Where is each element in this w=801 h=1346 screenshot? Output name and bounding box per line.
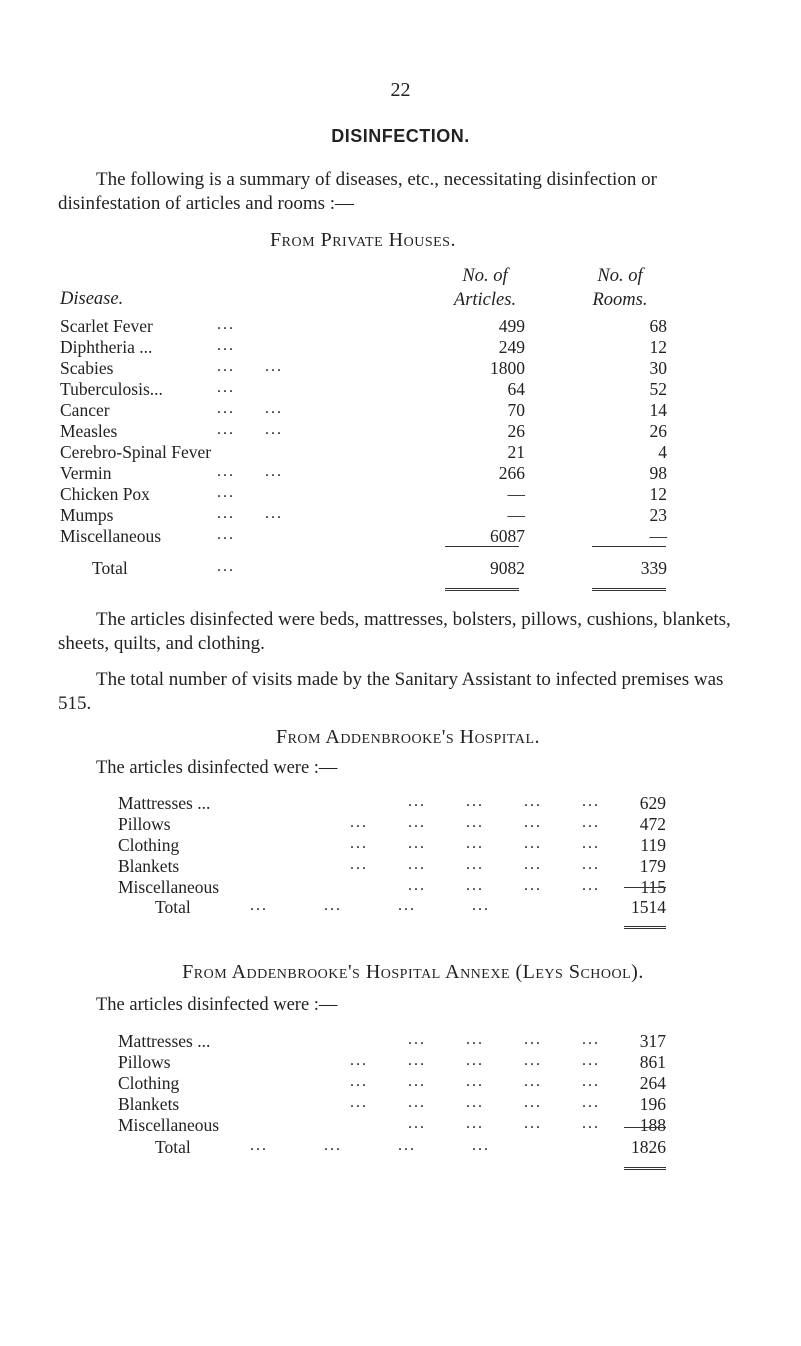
private-total-rooms: 339 <box>640 558 667 578</box>
leader-dots: ... ... ... ... ... <box>350 814 600 831</box>
article-count: 196 <box>639 1094 666 1114</box>
leader-dots: ... ... ... ... ... <box>350 1094 600 1111</box>
leader-dots: ... <box>217 484 235 501</box>
article-count: 472 <box>639 814 666 834</box>
disease-name: Diphtheria ... <box>60 337 153 357</box>
articles-count: 266 <box>498 463 525 483</box>
disease-name: Cancer <box>60 400 110 420</box>
addenbrooke-total-label: Total <box>155 897 191 917</box>
page-title: DISINFECTION. <box>331 126 470 146</box>
rooms-count: 98 <box>649 463 667 483</box>
article-name: Clothing <box>118 835 180 855</box>
disease-name: Tuberculosis... <box>60 379 163 399</box>
addenbrooke-sum-rule <box>624 887 666 888</box>
annexe-intro: The articles disinfected were :— <box>96 995 338 1015</box>
article-count: 119 <box>640 835 666 855</box>
articles-count: 26 <box>507 421 525 441</box>
articles-count: 499 <box>498 316 525 336</box>
article-name: Blankets <box>118 1094 180 1114</box>
visits-paragraph: The total number of visits made by the Sanitary Assistant to infected premises was 515. <box>58 669 724 714</box>
rooms-count: 26 <box>649 421 667 441</box>
articles-paragraph: The articles disinfected were beds, mattresses, bolsters, pillows, cushions, blankets, sheets, quilts, and clothing. <box>58 609 731 654</box>
disease-name: Cerebro-Spinal Fever <box>60 442 212 462</box>
disease-name: Vermin <box>60 463 112 483</box>
articles-count: 64 <box>507 379 525 399</box>
annexe-total-double-rule <box>624 1167 666 1170</box>
article-name: Miscellaneous <box>118 1115 220 1135</box>
col-header-articles-line1: No. of <box>462 266 508 286</box>
articles-count: — <box>507 484 525 504</box>
articles-count: 6087 <box>490 526 525 546</box>
articles-count: — <box>507 505 525 525</box>
addenbrooke-total-dots: ... ... ... ... <box>250 897 490 914</box>
private-total-dots: ... <box>217 558 235 575</box>
leader-dots: ... ... <box>217 400 283 417</box>
rooms-sum-rule <box>592 546 666 547</box>
leader-dots: ... <box>217 316 235 333</box>
rooms-count: 4 <box>658 442 667 462</box>
addenbrooke-total-double-rule <box>624 926 666 929</box>
private-houses-heading: From Private Houses. <box>270 229 456 251</box>
disease-name: Mumps <box>60 505 114 525</box>
article-count: 629 <box>639 793 666 813</box>
leader-dots: ... ... <box>217 505 283 522</box>
leader-dots: ... ... ... ... ... <box>350 856 600 873</box>
leader-dots: ... ... ... ... ... <box>350 1073 600 1090</box>
rooms-count: 12 <box>649 484 667 504</box>
annexe-total-dots: ... ... ... ... <box>250 1137 490 1154</box>
article-count: 861 <box>639 1052 666 1072</box>
rooms-count: 52 <box>649 379 667 399</box>
disease-name: Scarlet Fever <box>60 316 153 336</box>
addenbrooke-total-value: 1514 <box>631 897 666 917</box>
article-count: 317 <box>639 1031 666 1051</box>
leader-dots: ... <box>217 337 235 354</box>
page-number: 22 <box>390 79 411 101</box>
articles-count: 70 <box>507 400 525 420</box>
annexe-sum-rule <box>624 1127 666 1128</box>
addenbrooke-intro: The articles disinfected were :— <box>96 758 338 778</box>
addenbrooke-heading: From Addenbrooke's Hospital. <box>275 726 541 748</box>
leader-dots: ... ... ... ... <box>408 1115 600 1132</box>
articles-sum-rule <box>445 546 519 547</box>
leader-dots: ... ... ... ... <box>408 1031 600 1048</box>
article-name: Mattresses ... <box>118 793 211 813</box>
col-header-articles-line2: Articles. <box>453 290 517 310</box>
rooms-count: 68 <box>649 316 667 336</box>
article-name: Pillows <box>118 814 171 834</box>
leader-dots: ... ... <box>217 358 283 375</box>
rooms-count: 30 <box>649 358 667 378</box>
article-name: Miscellaneous <box>118 877 220 897</box>
leader-dots: ... <box>217 379 235 396</box>
rooms-count: 14 <box>649 400 667 420</box>
rooms-total-double-rule <box>592 588 666 591</box>
disease-name: Miscellaneous <box>60 526 162 546</box>
private-total-label: Total <box>92 558 128 578</box>
annexe-total-label: Total <box>155 1137 191 1157</box>
article-name: Clothing <box>118 1073 180 1093</box>
articles-count: 21 <box>507 442 525 462</box>
disease-name: Scabies <box>60 358 114 378</box>
article-name: Mattresses ... <box>118 1031 211 1051</box>
leader-dots: ... ... <box>217 463 283 480</box>
leader-dots: ... ... ... ... <box>408 793 600 810</box>
rooms-count: 23 <box>649 505 667 525</box>
annexe-total-value: 1826 <box>631 1137 666 1157</box>
annexe-heading: From Addenbrooke's Hospital Annexe (Leys School). <box>182 961 644 983</box>
disease-name: Measles <box>60 421 118 441</box>
intro-paragraph: The following is a summary of diseases, etc., necessitating disinfection or disinfestation of articles and rooms :— <box>58 169 657 214</box>
col-header-rooms <box>540 264 700 312</box>
article-name: Blankets <box>118 856 180 876</box>
leader-dots: ... <box>217 526 235 543</box>
leader-dots: ... ... ... ... <box>408 877 600 894</box>
articles-total-double-rule <box>445 588 519 591</box>
article-count: 188 <box>639 1115 666 1135</box>
article-count: 264 <box>639 1073 666 1093</box>
rooms-count: — <box>649 526 667 546</box>
article-count: 115 <box>640 877 666 897</box>
col-header-rooms-line2: Rooms. <box>592 290 648 310</box>
article-name: Pillows <box>118 1052 171 1072</box>
disease-name: Chicken Pox <box>60 484 150 504</box>
articles-count: 1800 <box>490 358 525 378</box>
private-total-articles: 9082 <box>490 558 525 578</box>
leader-dots: ... ... ... ... ... <box>350 1052 600 1069</box>
col-header-disease: Disease. <box>60 289 124 309</box>
leader-dots: ... ... <box>217 421 283 438</box>
articles-count: 249 <box>498 337 525 357</box>
leader-dots: ... ... ... ... ... <box>350 835 600 852</box>
col-header-rooms-line1: No. of <box>597 266 643 286</box>
article-count: 179 <box>639 856 666 876</box>
rooms-count: 12 <box>649 337 667 357</box>
